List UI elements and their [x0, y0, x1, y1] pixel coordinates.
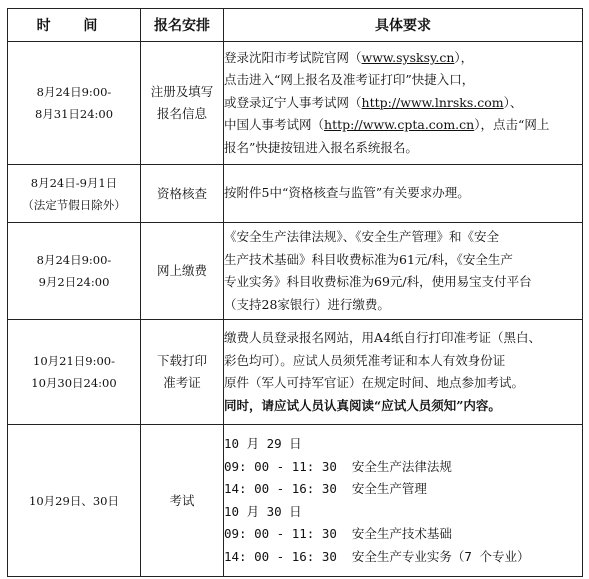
time-cell: 10月29日、30日	[8, 425, 141, 577]
sysksy-link[interactable]: www.sysksy.cn	[361, 49, 455, 65]
exam-schedule-cell: 10 月 29 日 09: 00 - 11: 30 安全生产法律法规 14: 00 - 16: 30 安全生产管理 10 月 30 日 09: 00 - 11: 30 安全生产技术基础 14: 00 - 16: 30 安全生产专业实务（7 个专业）	[224, 425, 583, 577]
table-header-row	[8, 9, 583, 42]
time-cell: 10月21日9:00- 10月30日24:00	[8, 320, 141, 425]
step-cell: 下载打印 准考证	[141, 320, 224, 425]
requirement-cell: 按附件5中“资格核查与监管”有关要求办理。	[224, 165, 583, 223]
table-row	[8, 223, 583, 320]
step-cell: 资格核查	[141, 165, 224, 223]
table-row	[8, 425, 583, 577]
step-cell: 网上缴费	[141, 223, 224, 320]
time-cell: 8月24日-9月1日 （法定节假日除外）	[8, 165, 141, 223]
lnrsks-link[interactable]: http://www.lnrsks.com	[361, 94, 504, 110]
requirement-cell: 《安全生产法律法规》、《安全生产管理》和《安全 生产技术基础》科目收费标准为61元/科，《安全生产 专业实务》科目收费标准为69元/科，使用易宝支付平台 （支持28家银行）进行缴费。	[224, 223, 583, 320]
step-cell: 注册及填写 报名信息	[141, 42, 224, 165]
registration-schedule-table	[7, 8, 583, 577]
table-row	[8, 42, 583, 165]
table-row	[8, 320, 583, 425]
time-cell: 8月24日9:00- 8月31日24:00	[8, 42, 141, 165]
header-requirements: 具体要求	[224, 9, 583, 42]
requirement-cell: 缴费人员登录报名网站，用A4纸自行打印准考证（黑白、 彩色均可）。应试人员须凭准考证和本人有效身份证 原件（军人可持军官证）在规定时间、地点参加考试。 同时，请应试人员认真阅读“应试人员须知”内容。	[224, 320, 583, 425]
header-time: 时 间	[8, 9, 141, 42]
cpta-link[interactable]: http://www.cpta.com.cn	[324, 117, 475, 133]
requirement-cell: 登录沈阳市考试院官网（www.sysksy.cn）， 点击进入“网上报名及准考证打印”快捷入口， 或登录辽宁人事考试网（http://www.lnrsks.com）、 中国人事考试网（http://www.cpta.com.cn），点击“网上 报名”快捷按钮进入报名系统报名。	[224, 42, 583, 165]
notice-reminder: 同时，请应试人员认真阅读“应试人员须知”内容。	[224, 397, 501, 413]
step-cell: 考试	[141, 425, 224, 577]
time-cell: 8月24日9:00- 9月2日24:00	[8, 223, 141, 320]
table-row	[8, 165, 583, 223]
header-arrangement: 报名安排	[141, 9, 224, 42]
